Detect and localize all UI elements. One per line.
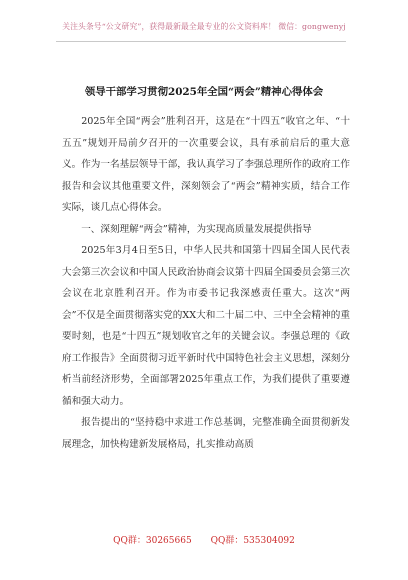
paragraph-report: 报告提出的“坚持稳中求进工作总基调，完整准确全面贯彻新发展理念，加快构建新发展格局，扎实推动高质 xyxy=(62,417,350,450)
footer-qq-group-1: QQ群：30265665 xyxy=(113,536,192,546)
section-heading-1: 一、深刻理解“两会”精神，为实现高质量发展提供指导 xyxy=(81,223,312,235)
footer xyxy=(0,533,408,546)
footer-qq-group-2: QQ群：535304092 xyxy=(210,536,295,546)
document-title: 领导干部学习贯彻2025年全国“两会”精神心得体会 xyxy=(84,86,324,98)
paragraph-intro: 2025年全国“两会”胜利召开，这是在“十四五”收官之年、“十五五”规划开局前夕召开的一次重要会议，具有承前启后的重大意义。作为一名基层领导干部，我认真学习了李强总理所作的政府工作报告和会议其他重要文件，深刻领会了“两会”精神实质，结合工作实际，谈几点心得体会。 xyxy=(62,116,350,213)
header-divider xyxy=(56,41,346,42)
paragraph-meeting: 2025年3月4日至5日，中华人民共和国第十四届全国人民代表大会第三次会议和中国人民政治协商会议第十四届全国委员会第三次会议在北京胜利召开。作为市委书记我深感责任重大。这次“两会”不仅是全面贯彻落实党的XX大和二十届二中、三中全会精神的重要时刻，也是“十四五”规划收官之年的关键会议。李强总理的《政府工作报告》全面贯彻习近平新时代中国特色社会主义思想，深刻分析当前经济形势，全面部署2025年重点工作，为我们提供了重要遵循和强大动力。 xyxy=(62,245,350,407)
document-body xyxy=(62,111,350,455)
header-banner: 关注头条号“公文研究”，获得最新最全最专业的公文资料库！ 微信：gongwenyj xyxy=(62,22,346,31)
